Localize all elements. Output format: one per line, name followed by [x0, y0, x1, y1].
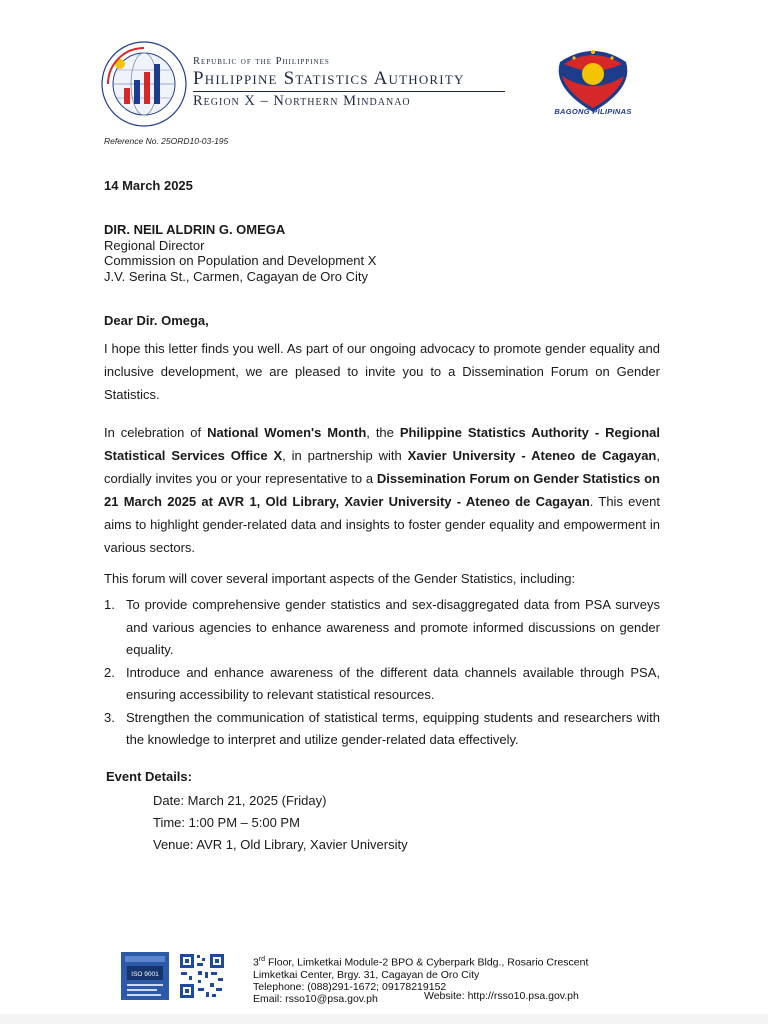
event-details	[153, 790, 408, 856]
paragraph-invitation	[104, 421, 660, 559]
footer-telephone: Telephone: (088)291-1672; 09178219152	[253, 980, 447, 993]
text-run: In celebration of	[104, 425, 208, 440]
reference-number: Reference No. 25ORD10-03-195	[104, 136, 229, 146]
footer-email: Email: rsso10@psa.gov.ph	[253, 992, 378, 1005]
footer-line-2: Limketkai Center, Brgy. 31, Cagayan de Oro City	[253, 968, 480, 981]
qr-code	[178, 952, 226, 1000]
republic-line: Republic of the Philippines	[193, 56, 330, 67]
salutation: Dear Dir. Omega,	[104, 313, 209, 328]
region-line: Region X – Northern Mindanao	[193, 93, 411, 109]
list-text: To provide comprehensive gender statistics and sex-disaggregated data from PSA surveys and various agencies to enhance awareness and promote informed discussions on gender equality.	[126, 597, 660, 657]
bold-run: Dissemination Forum on Gender Statistics on 21 March 2025 at AVR 1, Old Library, Xavier University - Ateneo de Cagayan	[104, 471, 660, 509]
list-number: 2.	[104, 664, 115, 680]
list-lead: This forum will cover several important aspects of the Gender Statistics, including:	[104, 571, 576, 586]
bagong-pilipinas-text: BAGONG PILIPINAS	[554, 107, 632, 116]
psa-seal-logo	[100, 40, 188, 128]
bold-run: Xavier University - Ateneo de Cagayan	[407, 448, 657, 463]
page-bottom-edge	[0, 1014, 768, 1024]
forum-topics-list	[104, 594, 660, 752]
list-number: 1.	[104, 597, 115, 612]
floor-number: 3	[253, 956, 259, 969]
recipient-title: Regional Director	[104, 237, 205, 253]
footer-line-1	[253, 954, 588, 969]
list-text: Introduce and enhance awareness of the different data channels available through PSA, ensuring accessibility to relevant statistical resources.	[126, 664, 660, 702]
list-text: Strengthen the communication of statistical terms, equipping students and researchers with the knowledge to interpret and utilize gender-related data effectively.	[126, 709, 660, 747]
list-number: 3.	[104, 709, 115, 725]
bold-run: Philippine Statistics Authority - Regional Statistical Services Office X	[104, 425, 660, 463]
letter-date: 14 March 2025	[104, 178, 193, 193]
paragraph-intro: I hope this letter finds you well. As part of our ongoing advocacy to promote gender equality and inclusive development, we are pleased to invite you to a Dissemination Forum on Gender Statistics.	[104, 341, 660, 402]
recipient-office: Commission on Population and Development X	[104, 253, 377, 268]
event-time: Time: 1:00 PM – 5:00 PM	[153, 815, 300, 830]
recipient-address: J.V. Serina St., Carmen, Cagayan de Oro City	[104, 268, 368, 284]
event-venue: Venue: AVR 1, Old Library, Xavier University	[153, 837, 408, 852]
text-run: , cordially invites you or your representative to a	[104, 448, 660, 486]
list-item	[104, 707, 660, 752]
header-rule	[193, 91, 505, 92]
floor-suffix: rd	[258, 956, 266, 963]
text-run: , the	[366, 425, 400, 440]
footer-line-1-text: Floor, Limketkai Module-2 BPO & Cyberpark Bldg., Rosario Crescent	[265, 956, 589, 969]
text-run: , in partnership with	[282, 448, 408, 463]
recipient-name: DIR. NEIL ALDRIN G. OMEGA	[104, 222, 286, 237]
list-item	[104, 662, 660, 707]
iso-certification-badge	[121, 952, 169, 1000]
recipient-block	[104, 222, 376, 284]
agency-name: Philippine Statistics Authority	[193, 68, 465, 89]
footer-website: Website: http://rsso10.psa.gov.ph	[424, 990, 579, 1002]
iso-label: ISO 9001	[131, 971, 159, 978]
event-date: Date: March 21, 2025 (Friday)	[153, 793, 327, 808]
list-item	[104, 594, 660, 662]
letterhead	[193, 56, 505, 110]
text-run: . This event aims to highlight gender-related data and insights to foster gender equality and empowerment in various sectors.	[104, 494, 660, 555]
bold-run: National Women's Month	[207, 425, 367, 440]
event-details-title: Event Details:	[106, 769, 192, 784]
